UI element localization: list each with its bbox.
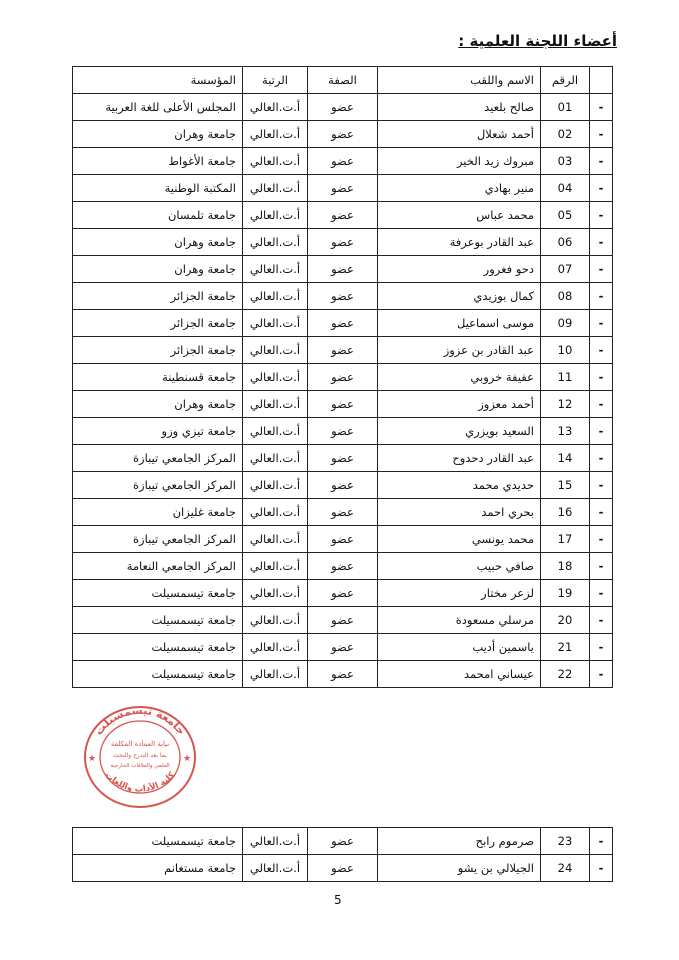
member-name: منير بهادي bbox=[378, 175, 541, 202]
row-bullet: - bbox=[590, 553, 613, 580]
table-row bbox=[73, 337, 613, 364]
row-number: 09 bbox=[541, 310, 590, 337]
table-header-row bbox=[73, 67, 613, 94]
row-bullet: - bbox=[590, 580, 613, 607]
table-row bbox=[73, 445, 613, 472]
table-row bbox=[73, 418, 613, 445]
member-name: محمد عباس bbox=[378, 202, 541, 229]
member-rank: أ.ت.العالي bbox=[243, 580, 308, 607]
header-rank: الرتبة bbox=[243, 67, 308, 94]
member-name: عفيفة خروبي bbox=[378, 364, 541, 391]
member-role: عضو bbox=[308, 661, 378, 688]
row-number: 03 bbox=[541, 148, 590, 175]
member-institution: جامعة غليزان bbox=[73, 499, 243, 526]
member-name: محمد يونسي bbox=[378, 526, 541, 553]
member-role: عضو bbox=[308, 472, 378, 499]
member-rank: أ.ت.العالي bbox=[243, 499, 308, 526]
stamp-line-3: العلمي والعلاقات الخارجية bbox=[110, 763, 170, 769]
header-role: الصفة bbox=[308, 67, 378, 94]
member-role: عضو bbox=[308, 229, 378, 256]
member-role: عضو bbox=[308, 121, 378, 148]
table-row bbox=[73, 175, 613, 202]
table-row bbox=[73, 634, 613, 661]
member-rank: أ.ت.العالي bbox=[243, 607, 308, 634]
row-bullet: - bbox=[590, 661, 613, 688]
member-institution: جامعة الأغواط bbox=[73, 148, 243, 175]
member-institution: جامعة الجزائر bbox=[73, 310, 243, 337]
member-name: أحمد شعلال bbox=[378, 121, 541, 148]
row-number: 16 bbox=[541, 499, 590, 526]
member-rank: أ.ت.العالي bbox=[243, 148, 308, 175]
member-institution: جامعة تيسمسيلت bbox=[73, 828, 243, 855]
row-number: 24 bbox=[541, 855, 590, 882]
member-rank: أ.ت.العالي bbox=[243, 634, 308, 661]
table-row bbox=[73, 607, 613, 634]
member-institution: جامعة تيسمسيلت bbox=[73, 580, 243, 607]
member-role: عضو bbox=[308, 175, 378, 202]
member-role: عضو bbox=[308, 855, 378, 882]
header-num: الرقم bbox=[541, 67, 590, 94]
member-institution: جامعة مستغانم bbox=[73, 855, 243, 882]
member-institution: جامعة تلمسان bbox=[73, 202, 243, 229]
member-rank: أ.ت.العالي bbox=[243, 472, 308, 499]
member-name: عبد القادر بن عزوز bbox=[378, 337, 541, 364]
member-institution: جامعة وهران bbox=[73, 121, 243, 148]
row-bullet: - bbox=[590, 607, 613, 634]
member-institution: جامعة الجزائر bbox=[73, 337, 243, 364]
member-name: لزعر مختار bbox=[378, 580, 541, 607]
member-role: عضو bbox=[308, 310, 378, 337]
star-left-icon: ★ bbox=[88, 754, 97, 764]
row-bullet: - bbox=[590, 828, 613, 855]
table-row bbox=[73, 364, 613, 391]
row-number: 15 bbox=[541, 472, 590, 499]
row-bullet: - bbox=[590, 855, 613, 882]
member-rank: أ.ت.العالي bbox=[243, 364, 308, 391]
table-row bbox=[73, 283, 613, 310]
row-bullet: - bbox=[590, 634, 613, 661]
member-name: ياسمين أديب bbox=[378, 634, 541, 661]
member-rank: أ.ت.العالي bbox=[243, 283, 308, 310]
member-role: عضو bbox=[308, 148, 378, 175]
member-rank: أ.ت.العالي bbox=[243, 256, 308, 283]
member-name: الجيلالي بن يشو bbox=[378, 855, 541, 882]
member-rank: أ.ت.العالي bbox=[243, 553, 308, 580]
table-row bbox=[73, 580, 613, 607]
member-institution: المركز الجامعي تيبازة bbox=[73, 472, 243, 499]
member-institution: المركز الجامعي تيبازة bbox=[73, 526, 243, 553]
table-row bbox=[73, 526, 613, 553]
stamp-outer-text: جامعة تيسمسيلت bbox=[92, 703, 188, 738]
committee-table bbox=[72, 66, 613, 688]
table-row bbox=[73, 256, 613, 283]
member-institution: جامعة تيسمسيلت bbox=[73, 634, 243, 661]
table-row bbox=[73, 855, 613, 882]
member-name: صالح بلعيد bbox=[378, 94, 541, 121]
member-role: عضو bbox=[308, 828, 378, 855]
row-number: 12 bbox=[541, 391, 590, 418]
page-number: 5 bbox=[334, 893, 342, 907]
committee-table-continued bbox=[72, 827, 613, 882]
row-bullet: - bbox=[590, 472, 613, 499]
row-number: 17 bbox=[541, 526, 590, 553]
member-role: عضو bbox=[308, 634, 378, 661]
member-rank: أ.ت.العالي bbox=[243, 229, 308, 256]
member-name: صافي حبيب bbox=[378, 553, 541, 580]
member-rank: أ.ت.العالي bbox=[243, 94, 308, 121]
row-bullet: - bbox=[590, 121, 613, 148]
row-number: 05 bbox=[541, 202, 590, 229]
table-row bbox=[73, 202, 613, 229]
member-rank: أ.ت.العالي bbox=[243, 661, 308, 688]
member-name: أحمد معزوز bbox=[378, 391, 541, 418]
member-role: عضو bbox=[308, 553, 378, 580]
table-row bbox=[73, 553, 613, 580]
row-number: 22 bbox=[541, 661, 590, 688]
member-institution: جامعة تيسمسيلت bbox=[73, 661, 243, 688]
member-rank: أ.ت.العالي bbox=[243, 855, 308, 882]
member-institution: جامعة تيسمسيلت bbox=[73, 607, 243, 634]
member-rank: أ.ت.العالي bbox=[243, 121, 308, 148]
row-bullet: - bbox=[590, 364, 613, 391]
row-bullet: - bbox=[590, 445, 613, 472]
member-rank: أ.ت.العالي bbox=[243, 391, 308, 418]
member-name: بحري احمد bbox=[378, 499, 541, 526]
row-number: 14 bbox=[541, 445, 590, 472]
table-row bbox=[73, 499, 613, 526]
member-name: كمال بوزيدي bbox=[378, 283, 541, 310]
member-name: حديدي محمد bbox=[378, 472, 541, 499]
row-bullet: - bbox=[590, 310, 613, 337]
row-bullet: - bbox=[590, 256, 613, 283]
member-name: عيساني امحمد bbox=[378, 661, 541, 688]
table-row bbox=[73, 828, 613, 855]
member-role: عضو bbox=[308, 607, 378, 634]
member-institution: جامعة تيزي وزو bbox=[73, 418, 243, 445]
row-number: 23 bbox=[541, 828, 590, 855]
row-number: 13 bbox=[541, 418, 590, 445]
member-name: صرموم رابح bbox=[378, 828, 541, 855]
member-name: موسى اسماعيل bbox=[378, 310, 541, 337]
member-role: عضو bbox=[308, 337, 378, 364]
member-name: السعيد بويزري bbox=[378, 418, 541, 445]
member-role: عضو bbox=[308, 499, 378, 526]
row-bullet: - bbox=[590, 526, 613, 553]
member-institution: جامعة قسنطينة bbox=[73, 364, 243, 391]
member-rank: أ.ت.العالي bbox=[243, 828, 308, 855]
row-bullet: - bbox=[590, 202, 613, 229]
row-bullet: - bbox=[590, 418, 613, 445]
row-bullet: - bbox=[590, 175, 613, 202]
row-bullet: - bbox=[590, 283, 613, 310]
member-rank: أ.ت.العالي bbox=[243, 418, 308, 445]
member-name: دحو فغرور bbox=[378, 256, 541, 283]
member-institution: المركز الجامعي تيبازة bbox=[73, 445, 243, 472]
member-role: عضو bbox=[308, 202, 378, 229]
row-number: 21 bbox=[541, 634, 590, 661]
table-row bbox=[73, 229, 613, 256]
member-role: عضو bbox=[308, 256, 378, 283]
member-rank: أ.ت.العالي bbox=[243, 337, 308, 364]
member-name: عبد القادر دحدوح bbox=[378, 445, 541, 472]
stamp-bottom-text: كلية الآداب واللغات bbox=[102, 770, 178, 795]
member-role: عضو bbox=[308, 283, 378, 310]
row-number: 10 bbox=[541, 337, 590, 364]
table-row bbox=[73, 310, 613, 337]
row-number: 01 bbox=[541, 94, 590, 121]
header-name: الاسم واللقب bbox=[378, 67, 541, 94]
member-name: مرسلي مسعودة bbox=[378, 607, 541, 634]
table-row bbox=[73, 661, 613, 688]
member-institution: المكتبة الوطنية bbox=[73, 175, 243, 202]
row-number: 08 bbox=[541, 283, 590, 310]
table-row bbox=[73, 472, 613, 499]
row-bullet: - bbox=[590, 229, 613, 256]
member-role: عضو bbox=[308, 418, 378, 445]
row-bullet: - bbox=[590, 337, 613, 364]
row-bullet: - bbox=[590, 499, 613, 526]
member-rank: أ.ت.العالي bbox=[243, 175, 308, 202]
member-role: عضو bbox=[308, 526, 378, 553]
page-title: أعضاء اللجنة العلمية : bbox=[458, 32, 617, 50]
member-role: عضو bbox=[308, 445, 378, 472]
table-row bbox=[73, 94, 613, 121]
row-bullet: - bbox=[590, 94, 613, 121]
row-number: 04 bbox=[541, 175, 590, 202]
member-rank: أ.ت.العالي bbox=[243, 445, 308, 472]
row-bullet: - bbox=[590, 391, 613, 418]
member-institution: جامعة الجزائر bbox=[73, 283, 243, 310]
header-institution: المؤسسة bbox=[73, 67, 243, 94]
row-number: 20 bbox=[541, 607, 590, 634]
row-number: 06 bbox=[541, 229, 590, 256]
member-name: عبد القادر بوعرفة bbox=[378, 229, 541, 256]
member-role: عضو bbox=[308, 364, 378, 391]
member-institution: جامعة وهران bbox=[73, 391, 243, 418]
member-role: عضو bbox=[308, 94, 378, 121]
member-institution: المركز الجامعي النعامة bbox=[73, 553, 243, 580]
member-rank: أ.ت.العالي bbox=[243, 526, 308, 553]
header-bullet-cell bbox=[590, 67, 613, 94]
star-right-icon: ★ bbox=[183, 754, 192, 764]
member-institution: جامعة وهران bbox=[73, 229, 243, 256]
table-row bbox=[73, 121, 613, 148]
member-name: مبروك زيد الخير bbox=[378, 148, 541, 175]
member-rank: أ.ت.العالي bbox=[243, 202, 308, 229]
row-number: 11 bbox=[541, 364, 590, 391]
row-number: 02 bbox=[541, 121, 590, 148]
row-bullet: - bbox=[590, 148, 613, 175]
stamp-line-2: بما بعد التدرج والبحث bbox=[113, 752, 167, 759]
table-row bbox=[73, 391, 613, 418]
member-institution: المجلس الأعلى للغة العربية bbox=[73, 94, 243, 121]
member-institution: جامعة وهران bbox=[73, 256, 243, 283]
stamp-line-1: نيابة العمادة المكلفة bbox=[110, 740, 170, 748]
member-rank: أ.ت.العالي bbox=[243, 310, 308, 337]
member-role: عضو bbox=[308, 391, 378, 418]
row-number: 07 bbox=[541, 256, 590, 283]
row-number: 18 bbox=[541, 553, 590, 580]
official-stamp bbox=[80, 700, 200, 810]
table-row bbox=[73, 148, 613, 175]
member-role: عضو bbox=[308, 580, 378, 607]
row-number: 19 bbox=[541, 580, 590, 607]
svg-text:كلية الآداب واللغات bbox=[103, 770, 177, 794]
